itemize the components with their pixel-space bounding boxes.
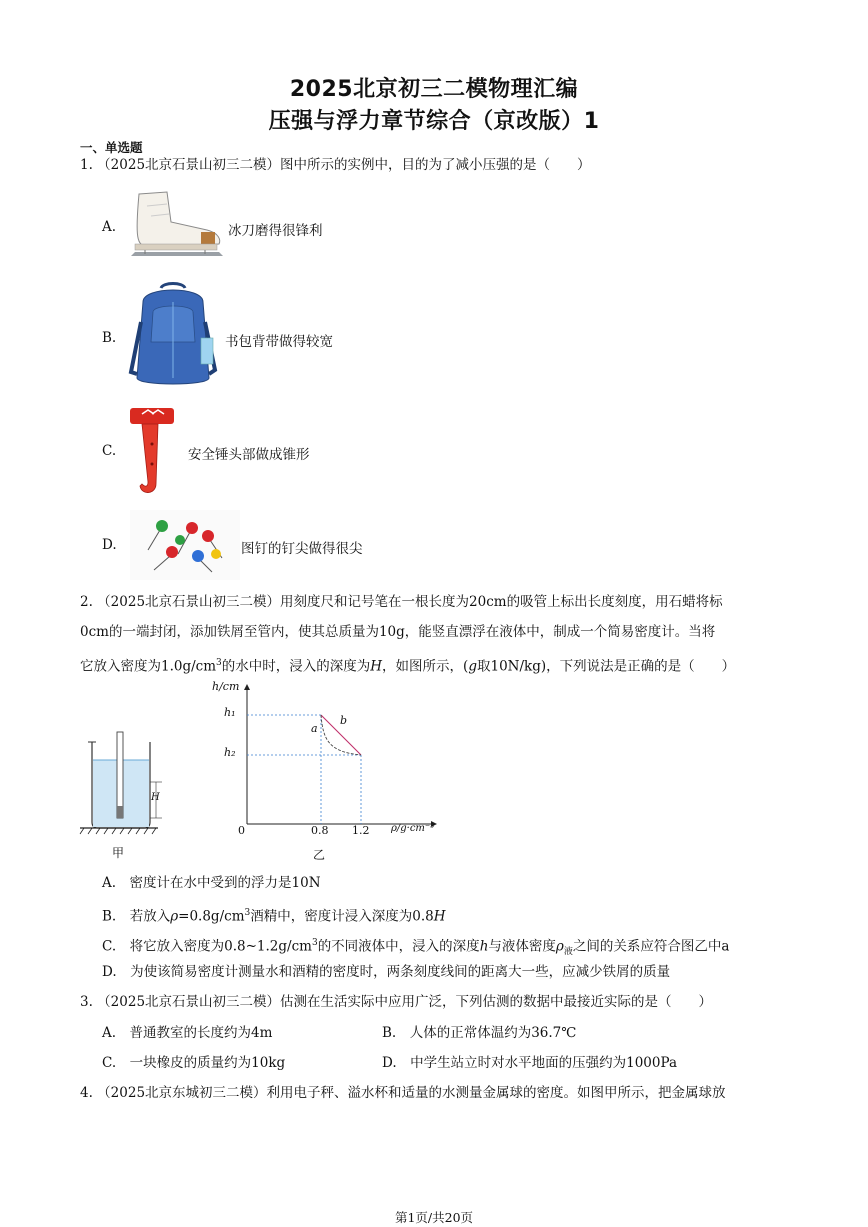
figure-yi-ylabel: h/cm	[212, 680, 240, 693]
q3-option-b: B. 人体的正常体温约为36.7℃	[382, 1025, 577, 1041]
question-2-line-1: 2. （2025北京石景山初三二模）用刻度尺和记号笔在一根长度为20cm的吸管上标出长度刻度，用石蜡将标	[80, 594, 723, 610]
backpack-image	[123, 282, 223, 390]
q3-option-a: A. 普通教室的长度约为4m	[102, 1025, 273, 1041]
thumbtacks-image	[130, 510, 240, 580]
figure-yi-x2: 1.2	[352, 824, 370, 837]
figure-yi-xlabel: ρ/g·cm⁻³	[391, 823, 435, 834]
question-1-stem: 1. （2025北京石景山初三二模）图中所示的实例中，目的为了减小压强的是（ ）	[80, 157, 591, 173]
q2-option-d: D. 为使该简易密度计测量水和酒精的密度时，两条刻度线间的距离大一些，应减少铁屑的质量	[102, 964, 671, 980]
question-2-line-3: 它放入密度为$1.0g/cm^3$的水中时，浸入的深度为H，如图所示，(g取10N/kg)，下列说法是正确的是（ ）	[80, 658, 736, 675]
page-footer: 第1页/共20页	[394, 1210, 474, 1225]
ice-skate-image	[127, 186, 227, 266]
figure-yi-origin: 0	[238, 824, 245, 837]
question-3-stem: 3. （2025北京石景山初三二模）估测在生活实际中应用广泛，下列估测的数据中最接近实际的是（ ）	[80, 994, 713, 1010]
question-4-stem: 4. （2025北京东城初三二模）利用电子秤、溢水杯和适量的水测量金属球的密度。如图甲所示，把金属球放	[80, 1085, 726, 1101]
section-heading: 一、单选题	[80, 140, 143, 155]
q2-option-c: C. 将它放入密度为$0.8\sim 1.2g/cm^3$的不同液体中，浸入的深度h与液体密度$\rho_液$之间的关系应符合图乙中a	[102, 938, 730, 958]
q1-option-d-label: D.	[102, 537, 117, 553]
q2-option-b: B. 若放入$\rho=0.8g/cm^3$酒精中，密度计浸入深度为0.8H	[102, 908, 446, 925]
page-title: 2025北京初三二模物理汇编	[289, 77, 579, 102]
q1-option-c-label: C.	[102, 443, 117, 459]
q1-option-a-text: 冰刀磨得很锋利	[228, 223, 323, 239]
figure-yi-curve-a-label: a	[311, 722, 318, 735]
q1-option-d-text: 图钉的钉尖做得很尖	[241, 541, 363, 557]
question-2-line-2: 0cm的一端封闭，添加铁屑至管内，使其总质量为10g，能竖直漂浮在液体中，制成一个简易密度计。当将	[80, 624, 716, 640]
figure-yi-h2: h₂	[224, 746, 236, 759]
figure-jia-caption: 甲	[112, 846, 125, 860]
figure-yi-curve-b-label: b	[340, 714, 348, 727]
q1-option-b-label: B.	[102, 330, 117, 346]
page-subtitle: 压强与浮力章节综合（京改版）1	[268, 109, 600, 134]
q1-option-b-text: 书包背带做得较宽	[225, 334, 333, 350]
figure-jia-h-label: H	[151, 792, 160, 803]
q3-option-c: C. 一块橡皮的质量约为10kg	[102, 1055, 286, 1071]
q1-option-c-text: 安全锤头部做成锥形	[188, 447, 310, 463]
safety-hammer-image	[128, 404, 178, 498]
figure-yi-caption: 乙	[313, 848, 326, 862]
q1-option-a-label: A.	[102, 219, 117, 235]
figure-yi-h1: h₁	[224, 706, 236, 719]
figure-yi-x1: 0.8	[311, 824, 329, 837]
q2-option-a: A. 密度计在水中受到的浮力是10N	[102, 875, 321, 891]
q3-option-d: D. 中学生站立时对水平地面的压强约为1000Pa	[382, 1055, 678, 1071]
